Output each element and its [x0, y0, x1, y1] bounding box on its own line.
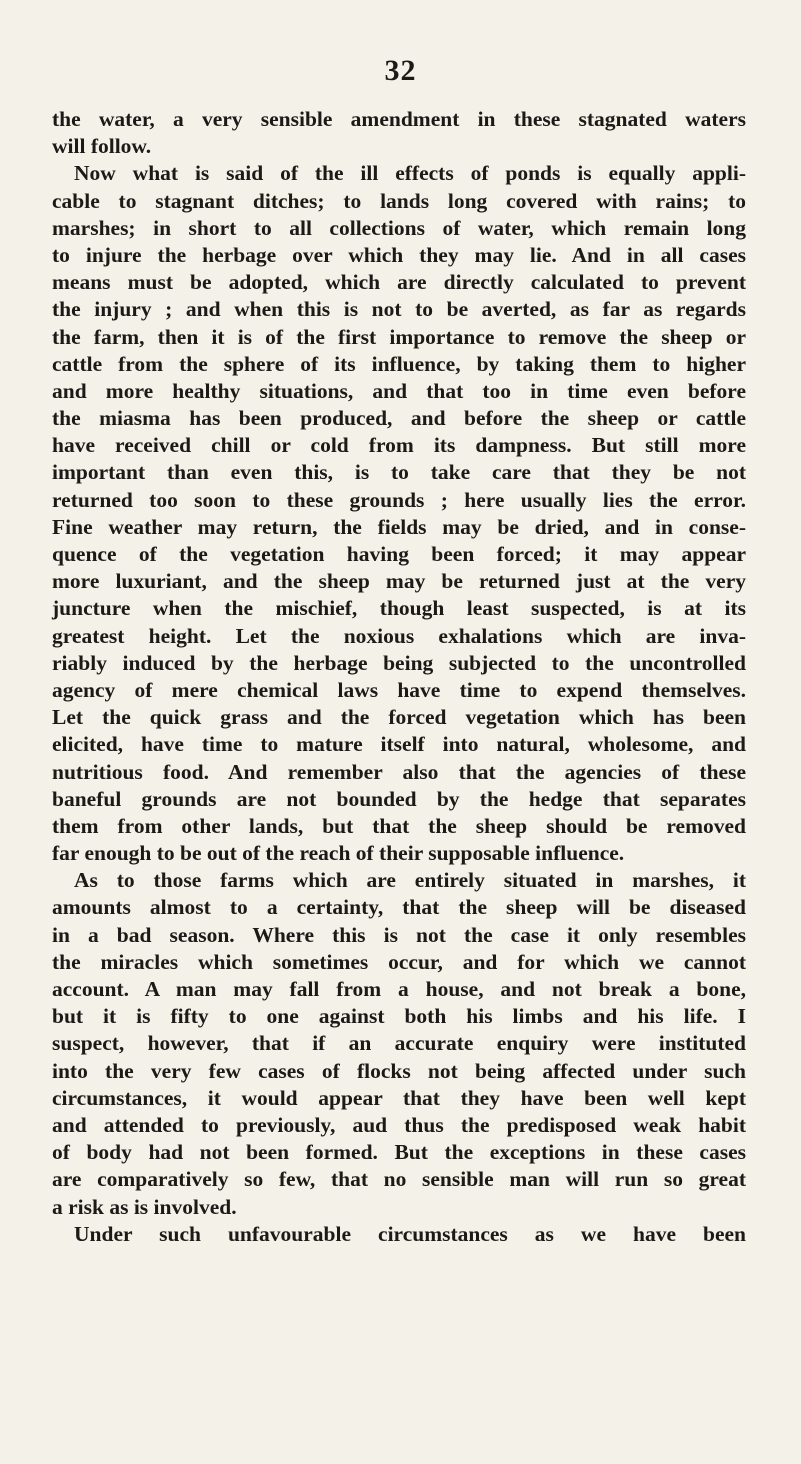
text-line: the miasma has been produced, and before the sheep or cattle	[52, 406, 746, 431]
text-line: agency of mere chemical laws have time to expend themselves.	[52, 677, 746, 702]
text-line: baneful grounds are not bounded by the hedge that separates	[52, 786, 746, 811]
text-line: more luxuriant, and the sheep may be returned just at the very	[52, 569, 746, 594]
text-line: returned too soon to these grounds ; here usually lies the error.	[52, 487, 746, 512]
text-line: in a bad season. Where this is not the case it only resembles	[52, 922, 746, 947]
text-line: a risk as is involved.	[52, 1194, 237, 1219]
page-number: 32	[384, 54, 417, 87]
text-line: Fine weather may return, the fields may be dried, and in conse-	[52, 514, 746, 539]
text-line: have received chill or cold from its dampness. But still more	[52, 433, 746, 458]
text-line: quence of the vegetation having been forced; it may appear	[52, 542, 746, 566]
text-line: far enough to be out of the reach of their supposable influence.	[52, 841, 625, 866]
text-line: elicited, have time to mature itself into natural, wholesome, and	[52, 732, 746, 757]
text-line: the farm, then it is of the first importance to remove the sheep or	[52, 324, 746, 349]
text-line: the injury ; and when this is not to be averted, as far as regards	[52, 297, 746, 322]
text-line: cattle from the sphere of its influence, by taking them to higher	[52, 351, 746, 376]
text-line: will follow.	[52, 134, 152, 159]
text-line: to injure the herbage over which they may lie. And in all cases	[52, 242, 746, 267]
text-line: As to those farms which are entirely situated in marshes, it	[74, 868, 746, 893]
text-line: the miracles which sometimes occur, and for which we cannot	[52, 949, 746, 974]
text-line: greatest height. Let the noxious exhalations which are inva-	[52, 623, 746, 648]
text-line: of body had not been formed. But the exceptions in these cases	[52, 1140, 746, 1165]
text-line: important than even this, is to take care that they be not	[52, 460, 746, 485]
text-line: marshes; in short to all collections of water, which remain long	[52, 215, 746, 240]
text-line: Now what is said of the ill effects of ponds is equally appli-	[74, 161, 746, 186]
text-line: the water, a very sensible amendment in these stagnated waters	[52, 107, 746, 131]
text-line: account. A man may fall from a house, and not break a bone,	[52, 977, 746, 1001]
text-line: suspect, however, that if an accurate enquiry were instituted	[52, 1031, 746, 1056]
text-line: circumstances, it would appear that they have been well kept	[52, 1085, 746, 1110]
text-line: riably induced by the herbage being subjected to the uncontrolled	[52, 650, 746, 675]
text-line: juncture when the mischief, though least suspected, is at its	[52, 596, 746, 621]
text-line: Let the quick grass and the forced vegetation which has been	[52, 705, 746, 730]
body-text	[52, 106, 746, 1248]
text-line: them from other lands, but that the sheep should be removed	[52, 813, 746, 838]
text-line: and more healthy situations, and that too in time even before	[52, 378, 746, 403]
text-line: are comparatively so few, that no sensible man will run so great	[52, 1167, 746, 1192]
text-line: into the very few cases of flocks not being affected under such	[52, 1058, 746, 1083]
text-line: amounts almost to a certainty, that the sheep will be diseased	[52, 895, 746, 920]
text-line: cable to stagnant ditches; to lands long covered with rains; to	[52, 188, 746, 213]
text-line: nutritious food. And remember also that the agencies of these	[52, 759, 746, 784]
text-line: but it is fifty to one against both his limbs and his life. I	[52, 1004, 746, 1029]
text-line: and attended to previously, aud thus the predisposed weak habit	[52, 1112, 746, 1137]
text-line: Under such unfavourable circumstances as we have been	[74, 1221, 746, 1246]
text-line: means must be adopted, which are directly calculated to prevent	[52, 270, 746, 295]
